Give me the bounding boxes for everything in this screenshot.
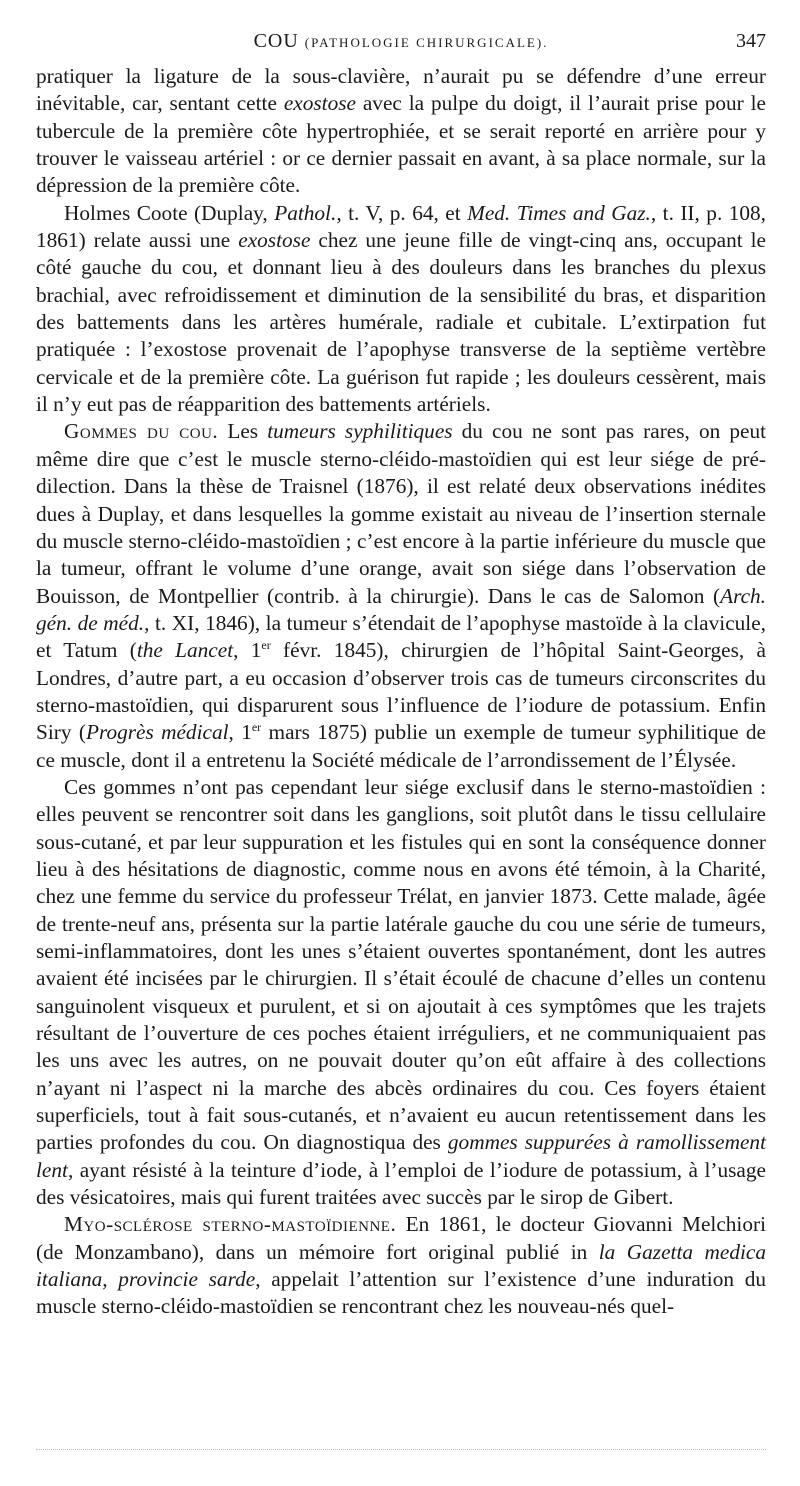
running-header: [36, 30, 766, 56]
running-title-sub: (PATHOLOGIE CHIRURGICALE).: [304, 35, 549, 50]
italic-text: Arch. gén. de méd.: [36, 583, 766, 635]
text-run: , 1: [233, 638, 262, 663]
paragraph: [36, 418, 766, 773]
text-run: En 1861, le docteur Giovanni Melchiori (de Monzambano), dans un mémoire fort original publié in: [36, 1212, 766, 1264]
section-heading: Myo-sclérose sterno-mastoïdienne.: [64, 1212, 397, 1237]
text-run: , 1: [228, 720, 252, 745]
text-run: , t. XI, 1846), la tumeur s’étendait de l’apophyse mastoïde à la clavicule, et Tatum (: [36, 610, 766, 663]
text-run: avec la pulpe du doigt, il l’aurait prise pour le tubercule de la première côte hypertrophiée, et se serait reporté en arrière pour y trouver le vaisseau artériel : or ce dernier passait en avant, à sa place normale, sur la dépression de la première côte.: [36, 91, 766, 198]
italic-text: exostose: [238, 228, 311, 253]
paragraph: [36, 63, 766, 200]
text-run: pratiquer la ligature de la sous-clavière, n’aurait pu se défendre d’une erreur inévitable, car, sentant cette: [36, 64, 766, 116]
paragraph: [36, 1211, 766, 1320]
italic-text: gommes suppurées à ramollissement lent: [36, 1130, 766, 1182]
text-run: Ces gommes n’ont pas cependant leur siége exclusif dans le sterno-mastoïdien : elles peuvent se rencontrer soit dans les ganglions, soit plutôt dans le tissu cellulaire sous-cutané, et par leur suppuration et les fistules qui en sont la conséquence donner lieu à des hésitations de diagnostic, comme nous en avons été témoin, à la Charité, chez une femme du service du professeur Trélat, en janvier 1873. Cette malade, âgée de trente-neuf ans, présenta sur la partie latérale gauche du cou une série de tumeurs, semi-inflammatoires, dont les unes s’étaient ouvertes spontanément, dont les autres avaient été incisées par le chirurgien. Il s’était écoulé de chacune d’elles un contenu sanguinolent visqueux et purulent, et si on ajoutait à ces symptômes que les trajets résultant de l’ouverture de ces poches étaient irréguliers, et ne communiquaient pas les uns avec les autres, on ne pouvait douter qu’on eût affaire à des collections n’ayant ni l’aspect ni la marche des abcès ordinaires du cou. Ces foyers étaient superficiels, tout à fait sous-cutanés, et n’avaient eu aucun retentissement dans les parties profondes du cou. On diagnostiqua des: [36, 774, 766, 1155]
text-run: du cou ne sont pas rares, on peut même dire que c’est le muscle sterno-cléido-mastoïdien qui est leur siége de prédilection. Dans la thèse de Traisnel (1876), il est relaté deux observations inédites dues à Duplay, et dans lesquelles la gomme existait au niveau de l’insertion sternale du muscle sterno-cléido-mastoïdien ; c’est encore à la partie inférieure du muscle que la tumeur, offrant le volume d’une orange, avait son siége dans l’observation de Bouisson, de Montpellier (contrib. à la chirurgie). Dans le cas de Salomon (: [36, 419, 767, 608]
superscript: er: [261, 638, 271, 653]
text-run: , ayant résisté à la teinture d’iode, à l’emploi de l’iodure de potassium, à l’usage des vésicatoires, mais qui furent traitées avec succès par le sirop de Gibert.: [36, 1157, 766, 1210]
body-text: [36, 63, 766, 1321]
superscript: er: [251, 720, 262, 735]
page-number: 347: [736, 30, 766, 52]
running-title-main: COU: [253, 30, 299, 52]
text-run: Les: [218, 419, 268, 444]
text-run: chez une jeune fille de vingt-cinq ans, occupant le côté gauche du cou, et donnant lieu à des douleurs dans les branches du plexus brachial, avec refroidissement et diminution de la sensibilité du bras, et disparition des battements dans les artères humérale, radiale et cubitale. L’extirpation fut pratiquée : l’exostose provenait de l’apophyse transverse de la septième vertèbre cervicale et de la première côte. La guérison fut rapide ; les douleurs cessèrent, mais il n’y eut pas de réapparition des battements artériels.: [36, 228, 766, 417]
italic-text: la Gazetta medica italiana, provincie sarde: [36, 1239, 767, 1292]
italic-text: Progrès médical: [85, 720, 229, 745]
text-run: , t. II, p. 108, 1861) relate aussi une: [36, 200, 766, 253]
running-title: [36, 30, 766, 53]
text-run: mars 1875) publie un exemple de tumeur syphilitique de ce muscle, dont il a entretenu la Société médicale de l’arrondissement de l’Élysée.: [36, 720, 767, 772]
italic-text: Med. Times and Gaz.: [467, 200, 651, 225]
text-run: Holmes Coote (Duplay,: [64, 200, 275, 225]
footer-dotted-rule: [36, 1449, 766, 1450]
italic-text: exostose: [283, 91, 356, 116]
section-heading: Gommes du cou.: [64, 419, 219, 444]
italic-text: the Lancet: [136, 638, 234, 663]
text-run: , appelait l’attention sur l’existence d’une induration du muscle sterno-cléido-mastoïdien se rencontrant chez les nouveau-nés quel-: [36, 1267, 767, 1319]
paragraph: [36, 774, 766, 1212]
italic-text: Pathol.: [274, 200, 337, 225]
paragraph: [36, 200, 766, 419]
italic-text: tumeurs syphilitiques: [267, 419, 453, 444]
text-run: févr. 1845), chirurgien de l’hôpital Saint-Georges, à Londres, d’autre part, a eu occasion d’observer trois cas de tumeurs circonscrites du sterno-mastoïdien, qui disparurent sous l’influence de l’iodure de potassium. Enfin Siry (: [36, 638, 766, 745]
text-run: , t. V, p. 64, et: [336, 200, 468, 225]
